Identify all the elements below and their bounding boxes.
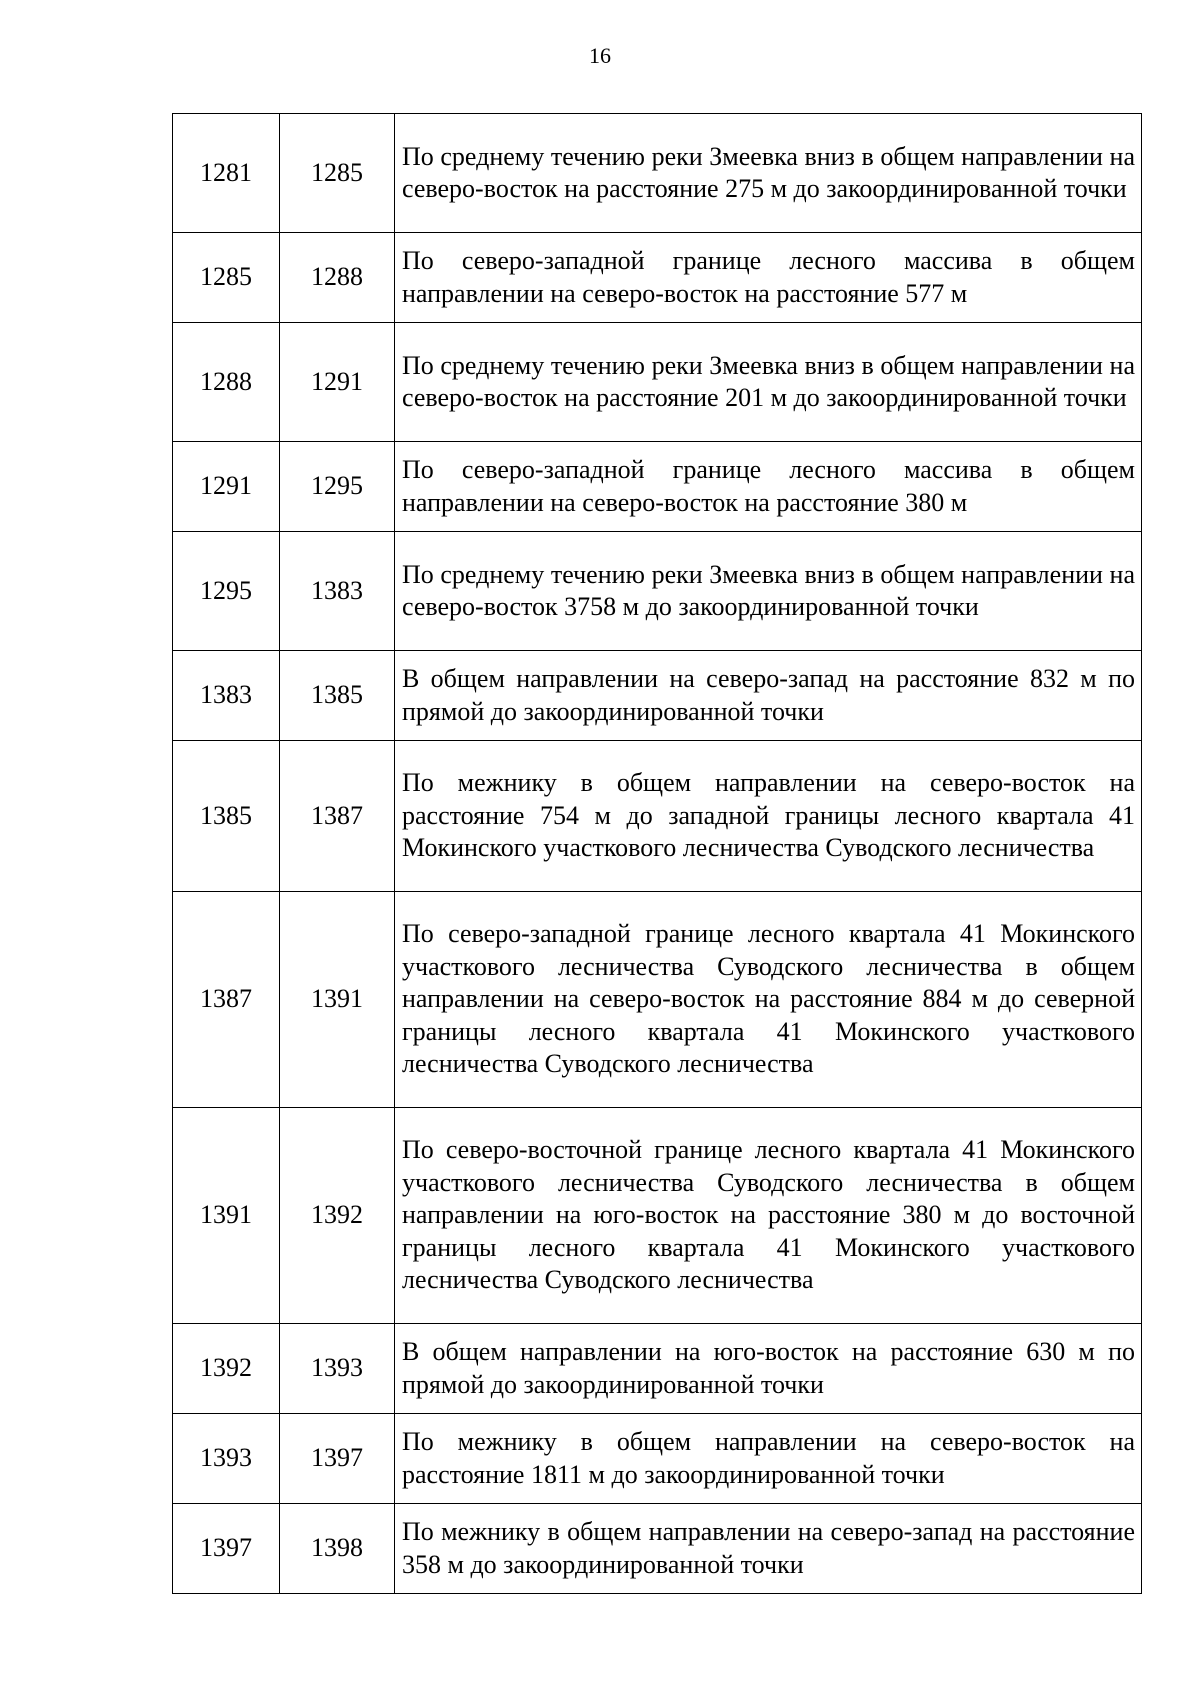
to-point-cell: 1398 bbox=[280, 1504, 395, 1594]
description-cell: По северо-западной границе лесного квартала 41 Мокинского участкового лесничества Суводского лесничества в общем направлении на северо-восток на расстояние 884 м до северной границы лесного квартала 41 Мокинского участкового лесничества Суводского лесничества bbox=[395, 892, 1142, 1108]
from-point-cell: 1387 bbox=[173, 892, 280, 1108]
page-number: 16 bbox=[589, 43, 611, 68]
from-point-cell: 1392 bbox=[173, 1324, 280, 1414]
from-point-cell: 1291 bbox=[173, 442, 280, 532]
from-point-cell: 1288 bbox=[173, 323, 280, 442]
to-point-cell: 1383 bbox=[280, 532, 395, 651]
description-cell: По северо-западной границе лесного массива в общем направлении на северо-восток на расстояние 380 м bbox=[395, 442, 1142, 532]
table-row bbox=[173, 1108, 1142, 1324]
description-cell: По межнику в общем направлении на северо-запад на расстояние 358 м до закоординированной точки bbox=[395, 1504, 1142, 1594]
to-point-cell: 1392 bbox=[280, 1108, 395, 1324]
from-point-cell: 1397 bbox=[173, 1504, 280, 1594]
to-point-cell: 1397 bbox=[280, 1414, 395, 1504]
table-row bbox=[173, 651, 1142, 741]
to-point-cell: 1288 bbox=[280, 233, 395, 323]
description-cell: По северо-западной границе лесного массива в общем направлении на северо-восток на расстояние 577 м bbox=[395, 233, 1142, 323]
to-point-cell: 1285 bbox=[280, 114, 395, 233]
boundary-description-table bbox=[172, 113, 1142, 1594]
description-cell: По среднему течению реки Змеевка вниз в общем направлении на северо-восток на расстояние 201 м до закоординированной точки bbox=[395, 323, 1142, 442]
from-point-cell: 1295 bbox=[173, 532, 280, 651]
description-cell: По межнику в общем направлении на северо-восток на расстояние 754 м до западной границы лесного квартала 41 Мокинского участкового лесничества Суводского лесничества bbox=[395, 741, 1142, 892]
table-row bbox=[173, 233, 1142, 323]
from-point-cell: 1281 bbox=[173, 114, 280, 233]
table-body bbox=[173, 114, 1142, 1594]
from-point-cell: 1385 bbox=[173, 741, 280, 892]
description-cell: По северо-восточной границе лесного квартала 41 Мокинского участкового лесничества Суводского лесничества в общем направлении на юго-восток на расстояние 380 м до восточной границы лесного квартала 41 Мокинского участкового лесничества Суводского лесничества bbox=[395, 1108, 1142, 1324]
from-point-cell: 1393 bbox=[173, 1414, 280, 1504]
to-point-cell: 1291 bbox=[280, 323, 395, 442]
description-cell: По среднему течению реки Змеевка вниз в общем направлении на северо-восток 3758 м до закоординированной точки bbox=[395, 532, 1142, 651]
table-row bbox=[173, 442, 1142, 532]
from-point-cell: 1383 bbox=[173, 651, 280, 741]
description-cell: По межнику в общем направлении на северо-восток на расстояние 1811 м до закоординированной точки bbox=[395, 1414, 1142, 1504]
description-cell: В общем направлении на северо-запад на расстояние 832 м по прямой до закоординированной точки bbox=[395, 651, 1142, 741]
table-row bbox=[173, 114, 1142, 233]
table-row bbox=[173, 323, 1142, 442]
table-row bbox=[173, 1324, 1142, 1414]
table-row bbox=[173, 1414, 1142, 1504]
description-cell: В общем направлении на юго-восток на расстояние 630 м по прямой до закоординированной точки bbox=[395, 1324, 1142, 1414]
to-point-cell: 1391 bbox=[280, 892, 395, 1108]
to-point-cell: 1385 bbox=[280, 651, 395, 741]
table-row bbox=[173, 1504, 1142, 1594]
to-point-cell: 1393 bbox=[280, 1324, 395, 1414]
from-point-cell: 1285 bbox=[173, 233, 280, 323]
table-row bbox=[173, 532, 1142, 651]
to-point-cell: 1387 bbox=[280, 741, 395, 892]
from-point-cell: 1391 bbox=[173, 1108, 280, 1324]
table-row bbox=[173, 741, 1142, 892]
description-cell: По среднему течению реки Змеевка вниз в общем направлении на северо-восток на расстояние 275 м до закоординированной точки bbox=[395, 114, 1142, 233]
to-point-cell: 1295 bbox=[280, 442, 395, 532]
table-row bbox=[173, 892, 1142, 1108]
